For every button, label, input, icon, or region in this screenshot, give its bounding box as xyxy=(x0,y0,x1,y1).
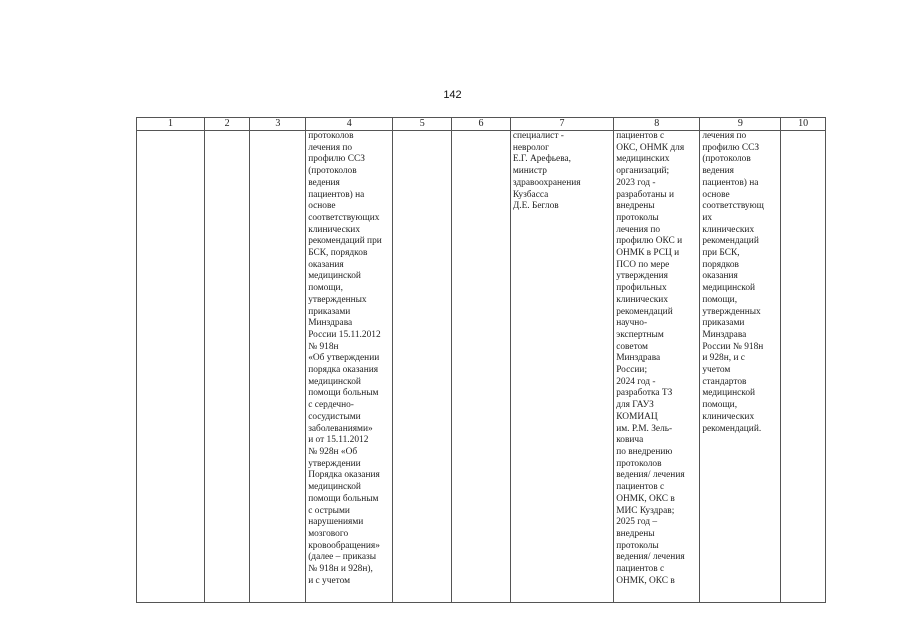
column-header: 5 xyxy=(393,118,452,131)
table-cell-col3 xyxy=(250,131,306,603)
table-cell-col9: лечения по профилю ССЗ (протоколов ведения пациентов) на основе соответствующ их клинических рекомендаций при БСК, порядков оказания медицинской помощи, утвержденных приказами Минздрава России № 918н и 928н, и с учетом стандартов медицинской помощи, клинических рекомендаций. xyxy=(700,131,781,603)
table-cell-col4: протоколов лечения по профилю ССЗ (протоколов ведения пациентов) на основе соответствующих клинических рекомендаций при БСК, порядков оказания медицинской помощи, утвержденных приказами Минздрава России 15.11.2012 № 918н «Об утверждении порядка оказания медицинской помощи больным с сердечно- сосудистыми заболеваниями» и от 15.11.2012 № 928н «Об утверждении Порядка оказания медицинской помощи больным с острыми нарушениями мозгового кровообращения» (далее – приказы № 918н и 928н), и с учетом xyxy=(306,131,393,603)
column-header: 8 xyxy=(614,118,700,131)
table-cell-col7: специалист - невролог Е.Г. Арефьева, министр здравоохранения Кузбасса Д.Е. Беглов xyxy=(510,131,613,603)
column-header: 1 xyxy=(137,118,205,131)
table-cell-col5 xyxy=(393,131,452,603)
column-header: 2 xyxy=(204,118,250,131)
table-cell-col2 xyxy=(204,131,250,603)
table-cell-col1 xyxy=(137,131,205,603)
column-header: 9 xyxy=(700,118,781,131)
document-table xyxy=(136,117,826,603)
table-row xyxy=(137,131,826,603)
page-number: 142 xyxy=(443,89,462,101)
column-header: 6 xyxy=(452,118,511,131)
column-header: 7 xyxy=(510,118,613,131)
column-header: 3 xyxy=(250,118,306,131)
table-header-row xyxy=(137,118,826,131)
table-cell-col10 xyxy=(781,131,826,603)
table-cell-col8: пациентов с ОКС, ОНМК для медицинских организаций; 2023 год - разработаны и внедрены протоколы лечения по профилю ОКС и ОНМК в РСЦ и ПСО по мере утверждения профильных клинических рекомендаций научно- экспертным советом Минздрава России; 2024 год - разработка ТЗ для ГАУЗ КОМИАЦ им. Р.М. Зель- ковича по внедрению протоколов ведения/ лечения пациентов с ОНМК, ОКС в МИС Куздрав; 2025 год – внедрены протоколы ведения/ лечения пациентов с ОНМК, ОКС в xyxy=(614,131,700,603)
column-header: 4 xyxy=(306,118,393,131)
column-header: 10 xyxy=(781,118,826,131)
table-cell-col6 xyxy=(452,131,511,603)
